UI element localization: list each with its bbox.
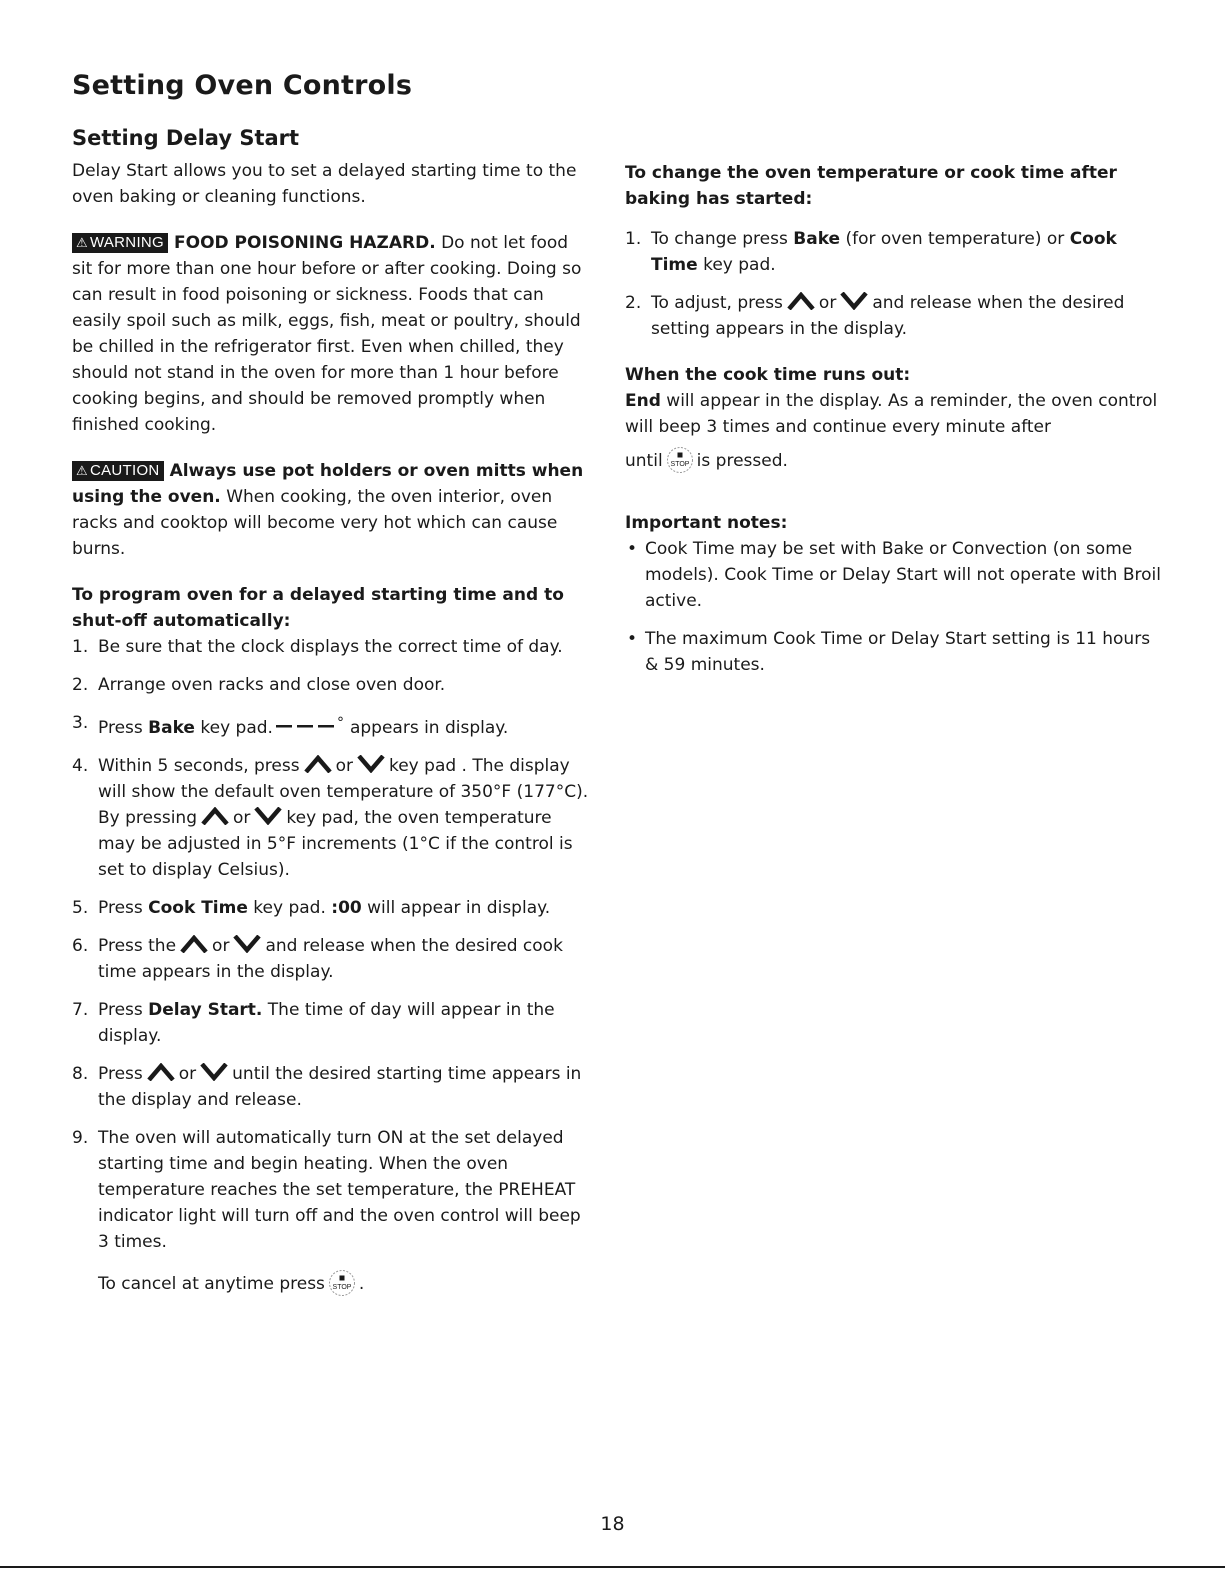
delay-start-key-label: Delay Start. [148, 1000, 263, 1020]
step-text: The oven will automatically turn ON at the set delayed starting time and begin heating. When the oven temperature reaches the set temperature, the PREHEAT indicator light will turn off and the oven control will beep 3 times. [98, 1128, 581, 1252]
cancel-text: To cancel at anytime press [98, 1274, 325, 1294]
up-arrow-icon [201, 807, 229, 825]
step-number: 8. [72, 1064, 89, 1084]
dashes-icon [276, 721, 334, 731]
step-text: The time of day will appear in the display. [98, 1000, 555, 1046]
caution-badge [72, 461, 164, 481]
step-number: 5. [72, 898, 89, 918]
step-number: 2. [72, 675, 89, 695]
degree-symbol: ° [336, 715, 344, 731]
list-item [625, 226, 1165, 278]
up-arrow-icon [787, 292, 815, 310]
stop-button-icon [666, 446, 694, 474]
caution-lead: Always use pot holders or oven mitts when using the oven. [72, 461, 584, 507]
notes-heading: Important notes: [625, 513, 788, 533]
step-text: or [818, 293, 837, 313]
step-text: Arrange oven racks and close oven door. [98, 675, 446, 695]
list-item [72, 997, 592, 1049]
list-item [72, 672, 592, 698]
step-text: appears in display. [349, 718, 509, 738]
list-item [72, 753, 592, 883]
step-text: and release when the desired cook time appears in the display. [98, 936, 563, 982]
runs-out-text [625, 388, 1165, 440]
warning-block [72, 230, 592, 438]
step-text: or [178, 1064, 197, 1084]
step-text: key pad. [703, 255, 776, 275]
warning-lead: FOOD POISONING HAZARD. [174, 233, 436, 253]
caution-block [72, 458, 592, 562]
step-text: key pad . The display will show the default oven temperature of 350°F (177°C). By pressing [98, 756, 589, 828]
up-arrow-icon [304, 755, 332, 773]
list-item [72, 710, 592, 741]
step-number: 2. [625, 293, 642, 313]
step-text: or [233, 808, 251, 828]
step-text: key pad, the oven temperature may be adjusted in 5°F increments (1°C if the control is set to display Celsius). [98, 808, 573, 880]
step-text: Within 5 seconds, press [98, 756, 300, 776]
step-text: (for oven temperature) or [845, 229, 1065, 249]
step-number: 7. [72, 1000, 89, 1020]
bullet: • [627, 629, 638, 649]
down-arrow-icon [200, 1063, 228, 1081]
page-title: Setting Oven Controls [72, 70, 413, 101]
bake-key-label: Bake [148, 718, 195, 738]
cook-time-key-label: Cook Time [148, 898, 248, 918]
cancel-instruction [72, 1269, 592, 1297]
list-item [72, 1061, 592, 1113]
step-text: To adjust, press [651, 293, 783, 313]
note-text: The maximum Cook Time or Delay Start setting is 11 hours & 59 minutes. [645, 629, 1151, 675]
change-heading: To change the oven temperature or cook time after baking has started: [625, 163, 1117, 209]
step-text: Press the [98, 936, 177, 956]
list-item [72, 895, 592, 921]
page-number: 18 [600, 1513, 625, 1535]
step-text: until the desired starting time appears in the display and release. [98, 1064, 582, 1110]
step-text: key pad. [253, 898, 326, 918]
change-steps [625, 226, 1165, 342]
list-item [625, 536, 1165, 614]
down-arrow-icon [254, 807, 282, 825]
warning-badge-label: WARNING [89, 234, 165, 251]
caution-text: When cooking, the oven interior, oven racks and cooktop will become very hot which can cause burns. [72, 487, 558, 559]
left-column [72, 126, 592, 1297]
stop-label: STOP [332, 1284, 352, 1291]
step-text: Press [98, 1064, 143, 1084]
warning-badge [72, 233, 168, 253]
up-arrow-icon [147, 1063, 175, 1081]
note-text: Cook Time may be set with Bake or Convection (on some models). Cook Time or Delay Start will not operate with Broil active. [645, 539, 1161, 611]
bake-key-label: Bake [793, 229, 841, 249]
step-text: Be sure that the clock displays the correct time of day. [98, 637, 563, 657]
intro-text: Delay Start allows you to set a delayed starting time to the oven baking or cleaning functions. [72, 161, 577, 207]
list-item [72, 1125, 592, 1255]
list-item [72, 933, 592, 985]
warning-triangle-icon: ⚠ [76, 235, 88, 250]
down-arrow-icon [357, 755, 385, 773]
program-steps [72, 634, 592, 1255]
caution-badge-label: CAUTION [89, 462, 160, 479]
until-text: until [625, 451, 663, 471]
step-text: Press [98, 898, 143, 918]
right-column [625, 160, 1165, 690]
end-display-label: End [625, 391, 661, 411]
runs-out-stop [625, 446, 1165, 474]
runs-out-heading: When the cook time runs out: [625, 365, 911, 385]
list-item [72, 634, 592, 660]
section-heading: Setting Delay Start [72, 126, 300, 150]
bottom-rule [0, 1566, 1225, 1568]
step-text: or [212, 936, 230, 956]
display-value: :00 [331, 898, 362, 918]
down-arrow-icon [840, 292, 868, 310]
list-item [625, 626, 1165, 678]
step-number: 1. [72, 637, 89, 657]
step-text: will appear in display. [367, 898, 551, 918]
notes-list [625, 536, 1165, 678]
up-arrow-icon [180, 935, 208, 953]
warning-text: Do not let food sit for more than one hour before or after cooking. Doing so can result in food poisoning or sickness. Foods that can easily spoil such as milk, eggs, fish, meat or poultry, should be chilled in the refrigerator first. Even when chilled, they should not stand in the oven for more than 1 hour before cooking begins, and should be removed promptly when finished cooking. [72, 233, 582, 435]
down-arrow-icon [233, 935, 261, 953]
warning-triangle-icon: ⚠ [76, 463, 88, 478]
step-text: or [335, 756, 353, 776]
step-number: 1. [625, 229, 642, 249]
stop-button-icon [328, 1269, 356, 1297]
step-text: and release when the desired setting appears in the display. [651, 293, 1125, 339]
step-number: 9. [72, 1128, 89, 1148]
step-text: key pad. [200, 718, 273, 738]
step-text: Press [98, 1000, 143, 1020]
step-text: Press [98, 718, 143, 738]
runs-out-body: will appear in the display. As a reminder, the oven control will beep 3 times and continue every minute after [625, 391, 1158, 437]
cook-time-key-label: Cook Time [651, 229, 1117, 275]
step-number: 3. [72, 713, 89, 733]
step-number: 4. [72, 756, 89, 776]
list-item [625, 290, 1165, 342]
cancel-period: . [358, 1274, 365, 1294]
stop-label: STOP [670, 461, 690, 468]
step-text: To change press [651, 229, 788, 249]
program-heading: To program oven for a delayed starting time and to shut-off automatically: [72, 585, 564, 631]
bullet: • [627, 539, 638, 559]
step-number: 6. [72, 936, 89, 956]
pressed-text: is pressed. [696, 451, 788, 471]
